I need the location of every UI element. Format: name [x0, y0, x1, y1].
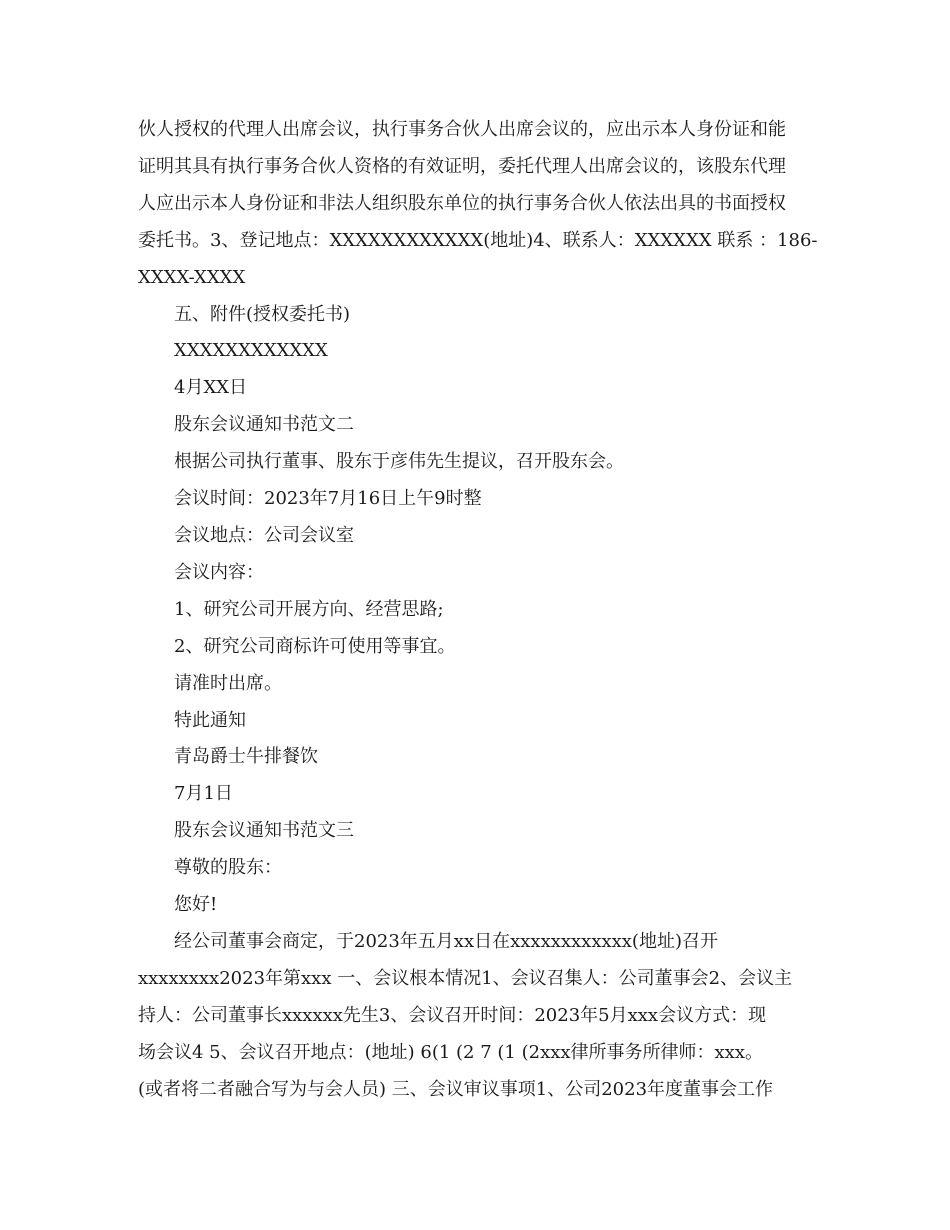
section-title: 股东会议通知书范文二: [174, 414, 354, 436]
text-line: 持人：公司董事长xxxxxx先生3、会议召开时间：2023年5月xxx会议方式：现: [138, 1004, 767, 1026]
text-line: 证明其具有执行事务合伙人资格的有效证明，委托代理人出席会议的，该股东代理: [138, 155, 786, 177]
list-item: 1、研究公司开展方向、经营思路;: [174, 598, 444, 620]
signature-date: 4月XX日: [174, 377, 248, 399]
company-signature: XXXXXXXXXXXX: [174, 340, 328, 362]
text-line: XXXX-XXXX: [138, 266, 246, 288]
text-line: 伙人授权的代理人出席会议，执行事务合伙人出席会议的，应出示本人身份证和能: [138, 119, 786, 140]
document-page: [138, 112, 818, 1108]
greeting: 您好!: [174, 894, 218, 916]
paragraph: 根据公司执行董事、股东于彦伟先生提议，召开股东会。: [174, 451, 624, 473]
meeting-content-label: 会议内容：: [174, 561, 264, 583]
salutation: 尊敬的股东：: [174, 857, 282, 879]
list-item: 2、研究公司商标许可使用等事宜。: [174, 635, 456, 657]
text-line: 场会议4 5、会议召开地点：(地址) 6(1 (2 7 (1 (2xxx律所事务所律师：xxx。: [138, 1041, 763, 1063]
paragraph: 请准时出席。: [174, 672, 282, 694]
text-line: 经公司董事会商定，于2023年五月xx日在xxxxxxxxxxxx(地址)召开: [174, 930, 718, 952]
company-signature: 青岛爵士牛排餐饮: [174, 746, 318, 768]
meeting-time: 会议时间：2023年7月16日上午9时整: [174, 488, 482, 510]
text-line: (或者将二者融合写为与会人员) 三、会议审议事项1、公司2023年度董事会工作: [138, 1078, 774, 1100]
paragraph: 特此通知: [174, 709, 246, 731]
meeting-place: 会议地点：公司会议室: [174, 524, 354, 546]
text-line: xxxxxxxx2023年第xxx 一、会议根本情况1、会议召集人：公司董事会2、会议主: [138, 967, 793, 989]
text-line: 人应出示本人身份证和非法人组织股东单位的执行事务合伙人依法出具的书面授权: [138, 192, 786, 214]
signature-date: 7月1日: [174, 783, 233, 805]
section-title: 股东会议通知书范文三: [174, 820, 354, 842]
text-line: 委托书。3、登记地点：XXXXXXXXXXXX(地址)4、联系人：XXXXXX 联系 ：186-: [138, 229, 818, 251]
attachment-heading: 五、附件(授权委托书): [174, 303, 351, 325]
